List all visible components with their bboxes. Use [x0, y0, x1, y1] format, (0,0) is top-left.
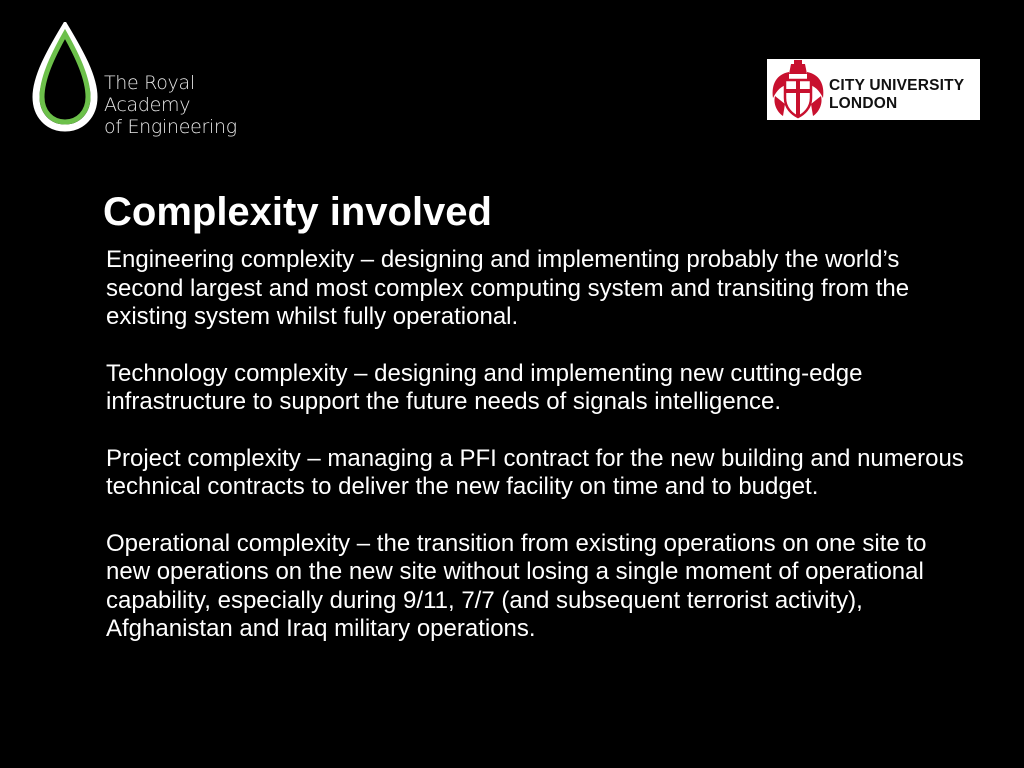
city-university-wordmark — [829, 77, 964, 113]
royal-academy-line1: The Royal Academy — [104, 72, 195, 116]
crest-icon — [769, 60, 827, 119]
royal-academy-wordmark — [104, 72, 280, 138]
royal-academy-logo — [30, 22, 280, 138]
paragraph-technology-complexity: Technology complexity – designing and implementing new cutting-edge infrastructure to support the future needs of signals intelligence. — [106, 359, 863, 415]
city-university-logo — [767, 59, 980, 120]
slide-body — [106, 246, 976, 672]
city-university-line1: CITY UNIVERSITY — [829, 77, 965, 94]
royal-academy-line2: of Engineering — [104, 116, 237, 138]
paragraph-operational-complexity: Operational complexity – the transition from existing operations on one site to new operations on the new site without losing a single moment of operational capability, especially during 9/11, 7/7 (and subsequent terrorist activity), Afghanistan and Iraq military operations. — [106, 529, 927, 642]
city-university-line2: LONDON — [829, 95, 898, 112]
paragraph-engineering-complexity: Engineering complexity – designing and implementing probably the world’s second largest and most complex computing system and transiting from the existing system whilst fully operational. — [106, 246, 910, 330]
droplet-icon — [30, 22, 100, 134]
slide-title: Complexity involved — [103, 190, 492, 234]
paragraph-project-complexity: Project complexity – managing a PFI contract for the new building and numerous technical contracts to deliver the new facility on time and to budget. — [106, 444, 964, 500]
